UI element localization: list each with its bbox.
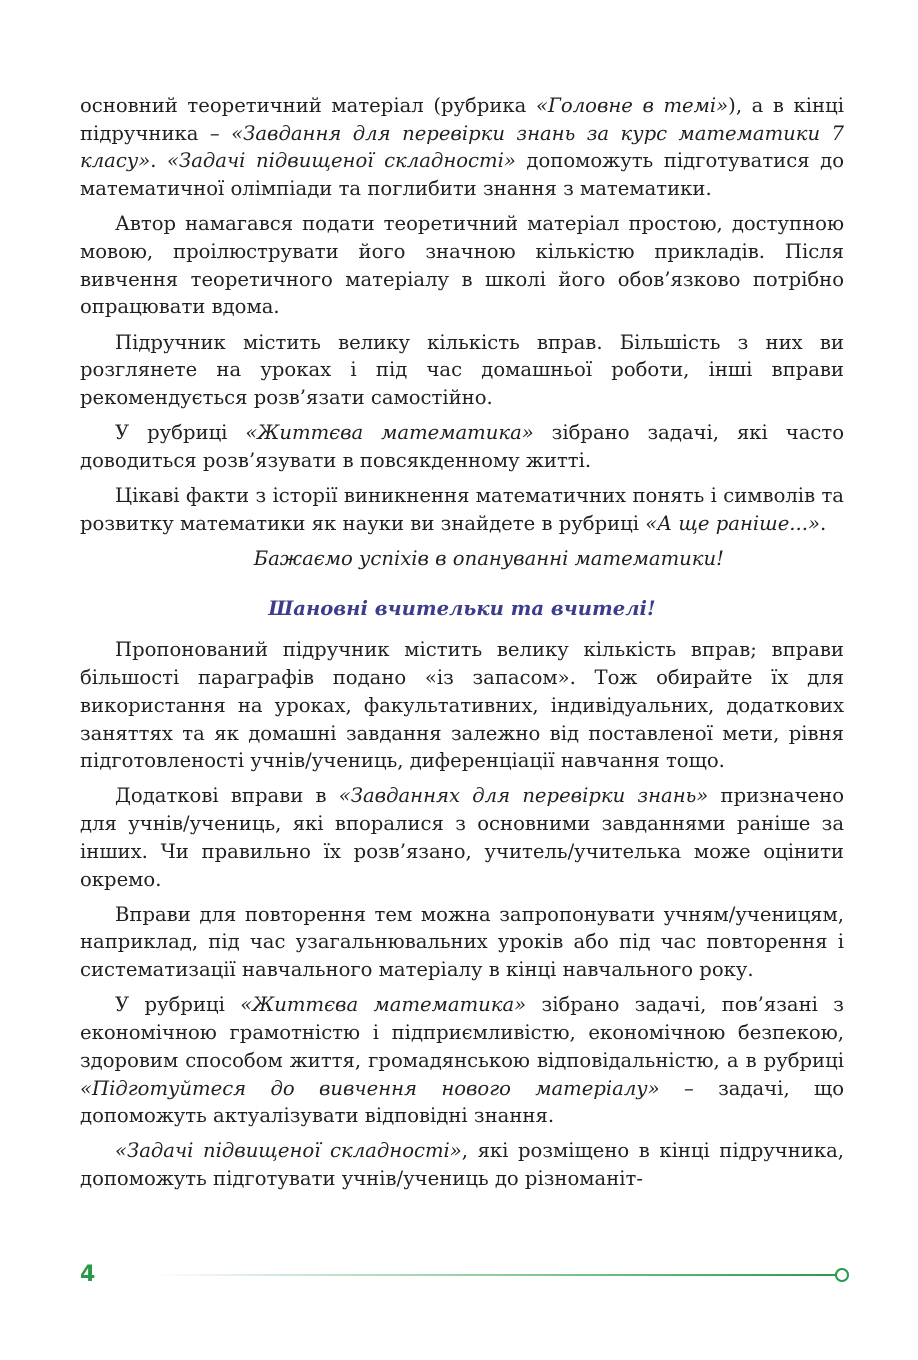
closing-wish: Бажаємо успіхів в опануванні математики!	[253, 547, 724, 571]
text: , які розміщено в кінці підручника, допоможуть підготувати учнів/учениць до різноманіт-	[80, 1139, 844, 1191]
intro-paragraph-4	[80, 419, 844, 474]
teachers-paragraph-3: Вправи для повторення тем можна запропонувати учням/ученицям, наприклад, під час узагальнювальних уроків або під час повторення і систематизації навчального матеріалу в кінці навчального року.	[80, 902, 844, 982]
rubric-title: «Головне в темі»	[535, 94, 729, 117]
rubric-title: «Життєва математика»	[240, 993, 527, 1017]
page-body	[80, 92, 844, 1200]
rubric-title: «Задачі підвищеної складності»	[167, 149, 516, 173]
text: зібрано задачі, пов’язані з економічною грамотністю і підприємливістю, економічною безпекою, здоровим способом життя, громадянською відповідальністю, а в рубриці	[80, 993, 844, 1072]
text: зібрано задачі, які часто доводиться розв’язувати в повсякденному житті.	[80, 421, 844, 472]
intro-paragraph-3: Підручник містить велику кількість вправ. Більшість з них ви розглянете на уроках і під час домашньої роботи, інші вправи рекомендується розв’язати самостійно.	[80, 330, 844, 410]
rubric-title: «А ще раніше...»	[645, 511, 820, 535]
footer-rule	[154, 1274, 838, 1276]
rubric-title: «Завданнях для перевірки знань»	[338, 784, 709, 808]
intro-paragraph-5	[80, 482, 844, 537]
text: У рубриці	[115, 993, 241, 1017]
text: .	[150, 149, 167, 173]
text: допоможуть підготуватися до математичної олімпіади та поглибити знання з математики.	[80, 149, 844, 201]
rubric-title: «Підготуйтеся до вивчення нового матеріалу»	[80, 1076, 660, 1100]
text: основний теоретичний матеріал (рубрика	[80, 94, 536, 117]
text: призначено для учнів/учениць, які впоралися з основними завданнями раніше за інших. Чи правильно їх розв’язано, учитель/учителька може оцінити окремо.	[80, 784, 845, 891]
footer-circle-icon	[835, 1268, 849, 1282]
intro-paragraph-2: Автор намагався подати теоретичний матеріал простою, доступною мовою, проілюструвати його значною кількістю прикладів. Після вивчення теоретичного матеріалу в школі його обов’язково потрібно опрацювати вдома.	[80, 212, 844, 319]
teachers-paragraph-1: Пропонований підручник містить велику кількість вправ; вправи більшості параграфів подано «із запасом». Тож обирайте їх для використання на уроках, факультативних, індивідуальних, додаткових заняттях та як домашні завдання залежно від поставленої мети, рівня підготовленості учнів/учениць, диференціації навчання тощо.	[80, 638, 844, 773]
section-heading: Шановні вчительки та вчителі!	[268, 596, 656, 620]
text: Додаткові вправи в	[115, 784, 339, 808]
teachers-paragraph-4	[80, 991, 844, 1130]
page-number: 4	[80, 1262, 96, 1287]
text: Цікаві факти з історії виникнення математичних понять і символів та розвитку математики як науки ви знайдете в рубриці	[80, 484, 844, 535]
text: ), а в кінці підручника –	[80, 94, 844, 145]
rubric-title: «Задачі підвищеної складності»	[115, 1139, 462, 1163]
text: У рубриці	[115, 421, 246, 445]
text: – задачі, що допоможуть актуалізувати відповідні знання.	[80, 1076, 845, 1128]
text: .	[819, 511, 827, 535]
intro-paragraph-1	[80, 92, 844, 203]
rubric-title: «Завдання для перевірки знань за курс математики 7 класу»	[80, 121, 844, 173]
teachers-paragraph-5	[80, 1137, 844, 1192]
teachers-paragraph-2	[80, 782, 844, 893]
rubric-title: «Життєва математика»	[245, 421, 534, 445]
page-footer	[80, 1262, 850, 1288]
